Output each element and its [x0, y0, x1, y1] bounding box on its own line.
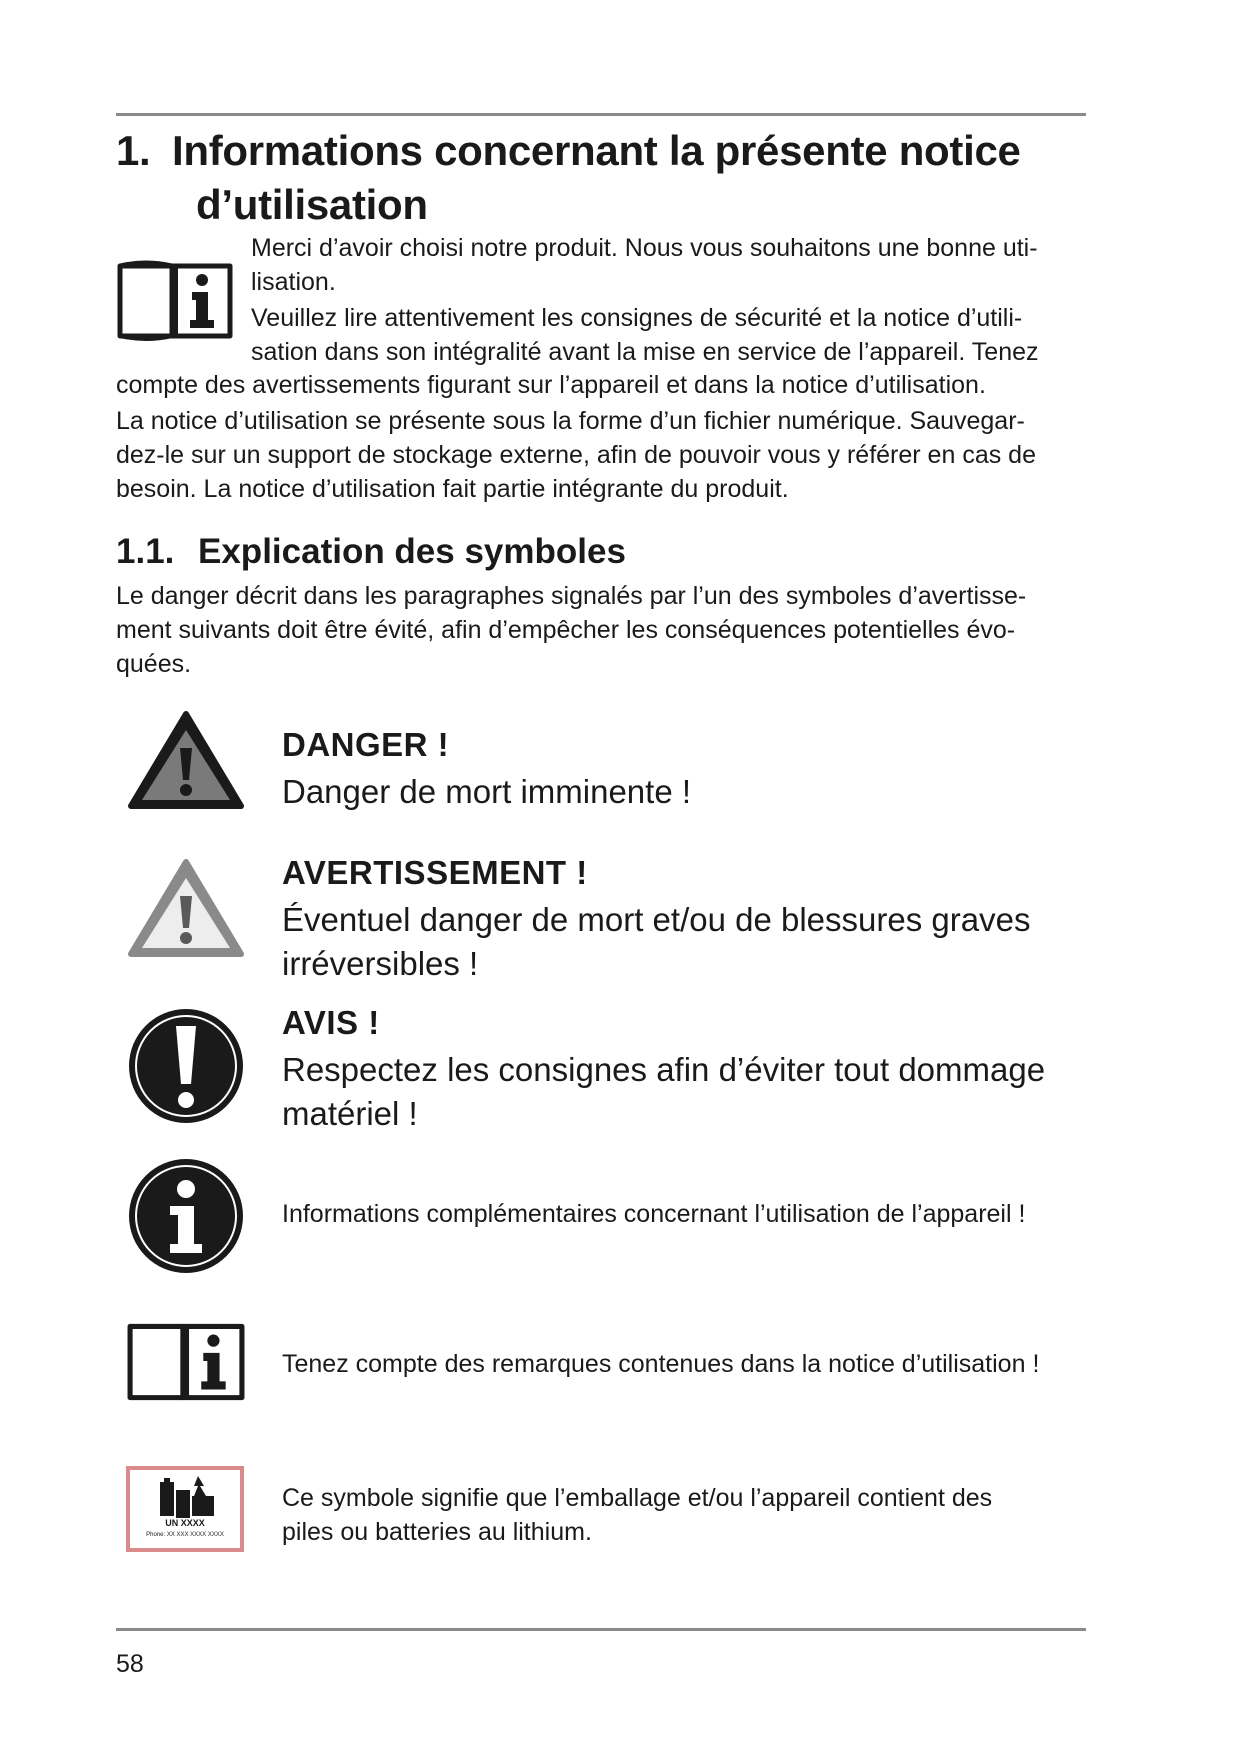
- manual-book-icon: [116, 258, 234, 342]
- section-title-line2: d’utilisation: [196, 181, 428, 228]
- intro-line-6: La notice d’utilisation se présente sous la forme d’un fichier numérique. Sauvegar-: [116, 407, 1025, 435]
- danger-triangle-icon: [126, 708, 246, 812]
- lithium-text-1: Ce symbole signifie que l’emballage et/ou l’appareil contient des: [282, 1484, 993, 1512]
- danger-title: DANGER !: [282, 726, 450, 763]
- manual-text: Tenez compte des remarques contenues dans la notice d’utilisation !: [282, 1350, 1040, 1378]
- warning-text-1: Éventuel danger de mort et/ou de blessures graves: [282, 901, 1031, 938]
- subsection-number: 1.1.: [116, 532, 175, 571]
- warning-triangle-icon: [126, 856, 246, 960]
- intro-line-7: dez-le sur un support de stockage externe, afin de pouvoir vous y référer en cas de: [116, 441, 1036, 469]
- manual-book-icon: [126, 1318, 246, 1404]
- section-number: 1.: [116, 127, 151, 174]
- top-rule: [116, 113, 1086, 116]
- lithium-text-2: piles ou batteries au lithium.: [282, 1518, 592, 1546]
- subsection-heading: [116, 530, 626, 574]
- exclamation-circle-icon: [126, 1006, 246, 1126]
- info-circle-icon: [126, 1156, 246, 1276]
- intro-line-4: sation dans son intégralité avant la mise en service de l’appareil. Tenez: [251, 338, 1039, 366]
- info-text: Informations complémentaires concernant l’utilisation de l’appareil !: [282, 1200, 1026, 1228]
- intro-line-2: lisation.: [251, 268, 336, 296]
- subsection-text-3: quées.: [116, 650, 192, 678]
- warning-title: AVERTISSEMENT !: [282, 854, 588, 891]
- page-number: 58: [116, 1650, 144, 1678]
- subsection-text-2: ment suivants doit être évité, afin d’empêcher les conséquences potentielles évo-: [116, 616, 1016, 644]
- warning-text-2: irréversibles !: [282, 945, 479, 982]
- notice-text-2: matériel !: [282, 1095, 418, 1132]
- bottom-rule: [116, 1628, 1086, 1631]
- subsection-title: Explication des symboles: [198, 532, 626, 571]
- intro-line-8: besoin. La notice d’utilisation fait partie intégrante du produit.: [116, 475, 789, 503]
- intro-line-3: Veuillez lire attentivement les consignes de sécurité et la notice d’utili-: [251, 304, 1023, 332]
- notice-text-1: Respectez les consignes afin d’éviter tout dommage: [282, 1051, 1046, 1088]
- danger-text: Danger de mort imminente !: [282, 773, 692, 810]
- lithium-phone-label: Phone: XX XXX XXXX XXXX: [146, 1532, 224, 1538]
- lithium-battery-label-icon: [126, 1466, 244, 1552]
- intro-line-1: Merci d’avoir choisi notre produit. Nous vous souhaitons une bonne uti-: [251, 234, 1038, 262]
- intro-line-5: compte des avertissements figurant sur l’appareil et dans la notice d’utilisation.: [116, 371, 986, 399]
- lithium-un-label: UN XXXX: [165, 1518, 205, 1528]
- subsection-text-1: Le danger décrit dans les paragraphes signalés par l’un des symboles d’avertisse-: [116, 582, 1027, 610]
- notice-title: AVIS !: [282, 1004, 380, 1041]
- section-title-line1: Informations concernant la présente notice: [172, 127, 1021, 174]
